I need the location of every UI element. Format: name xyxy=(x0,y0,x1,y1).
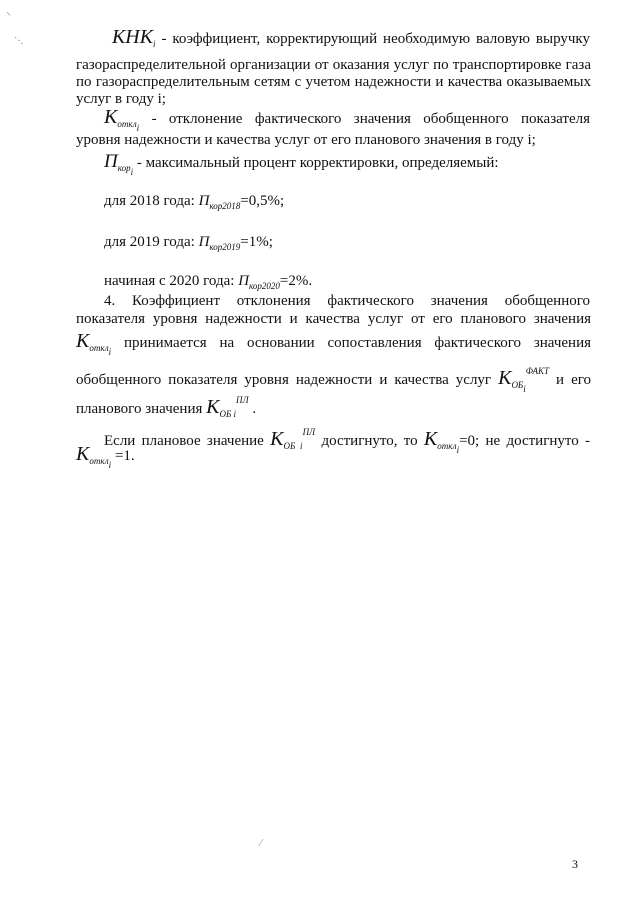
year-2020-line: начиная с 2020 года: $П_{кор2020}=2\%$. xyxy=(104,273,313,291)
page-number: 3 xyxy=(572,857,578,871)
kotkl-definition-line-1: $K_{откл_i}$ - отклонение фактического значения обобщенного показателя xyxy=(104,106,591,133)
kotkl-symbol: $K_{откл_i}$ xyxy=(104,106,140,133)
knk-definition-line-1: $КНК_i$ - коэффициент, корректирующий необходимую валовую выручку xyxy=(112,26,590,49)
kotkl-symbol: $K_{откл_i}$ xyxy=(76,443,112,470)
scan-speck: ⁄ xyxy=(260,838,262,849)
kotkl-symbol: $K_{откл_i}$ xyxy=(423,428,460,455)
year-2018-line: для 2018 года: $П_{кор2018}=0,5\%$; xyxy=(104,193,285,211)
kotkl-symbol: $K_{откл_i}$ xyxy=(76,330,112,357)
final-line-2: $K_{откл_i} =1$. xyxy=(76,443,135,470)
item4-line-3: $K_{откл_i}$ принимается на основании сопоставления фактического значения xyxy=(76,330,592,357)
pkor-symbol: $П_{кор_i}$ xyxy=(104,151,134,177)
knk-definition-line-3: по газораспределительным сетям с учетом надежности и качества оказываемых xyxy=(76,74,591,90)
item4-line-1: 4. Коэффициент отклонения фактического значения обобщенного xyxy=(104,293,590,309)
kotkl-definition-line-2: уровня надежности и качества услуг от его планового значения в году i; xyxy=(76,132,536,148)
item4-line-2: показателя уровня надежности и качества услуг от его планового значения xyxy=(76,311,591,327)
kob-plan-symbol: $K_{ОБ i}^{ПЛ}$ xyxy=(206,395,249,419)
final-line-1: Если плановое значение $K_{ОБ i}^{ПЛ}$ достигнуто, то $K_{откл_i}=0$; не достигнуто - xyxy=(104,427,591,455)
pkor-definition: $П_{кор_i}$ - максимальный процент корректировки, определяемый: xyxy=(104,151,499,177)
item4-line-4: обобщенного показателя уровня надежности и качества услуг $K_{ОБ_i}^{ФАКТ}$ и его xyxy=(76,366,592,394)
knk-definition-line-2: газораспределительной организации от оказания услуг по транспортировке газа xyxy=(76,57,591,73)
knk-definition-line-4: услуг в году i; xyxy=(76,91,166,107)
knk-symbol: $КНК_i$ xyxy=(112,26,156,49)
kob-plan-symbol: $K_{ОБ i}^{ПЛ}$ xyxy=(270,427,316,451)
scan-speck: ⸌ xyxy=(6,11,11,22)
scan-speck: ˙·. xyxy=(14,36,24,47)
kob-fact-symbol: $K_{ОБ_i}^{ФАКТ}$ xyxy=(498,366,550,394)
item4-line-5: планового значения $K_{ОБ i}^{ПЛ}$ . xyxy=(76,395,257,419)
year-2019-line: для 2019 года: $П_{кор2019}=1\%$; xyxy=(104,234,273,252)
